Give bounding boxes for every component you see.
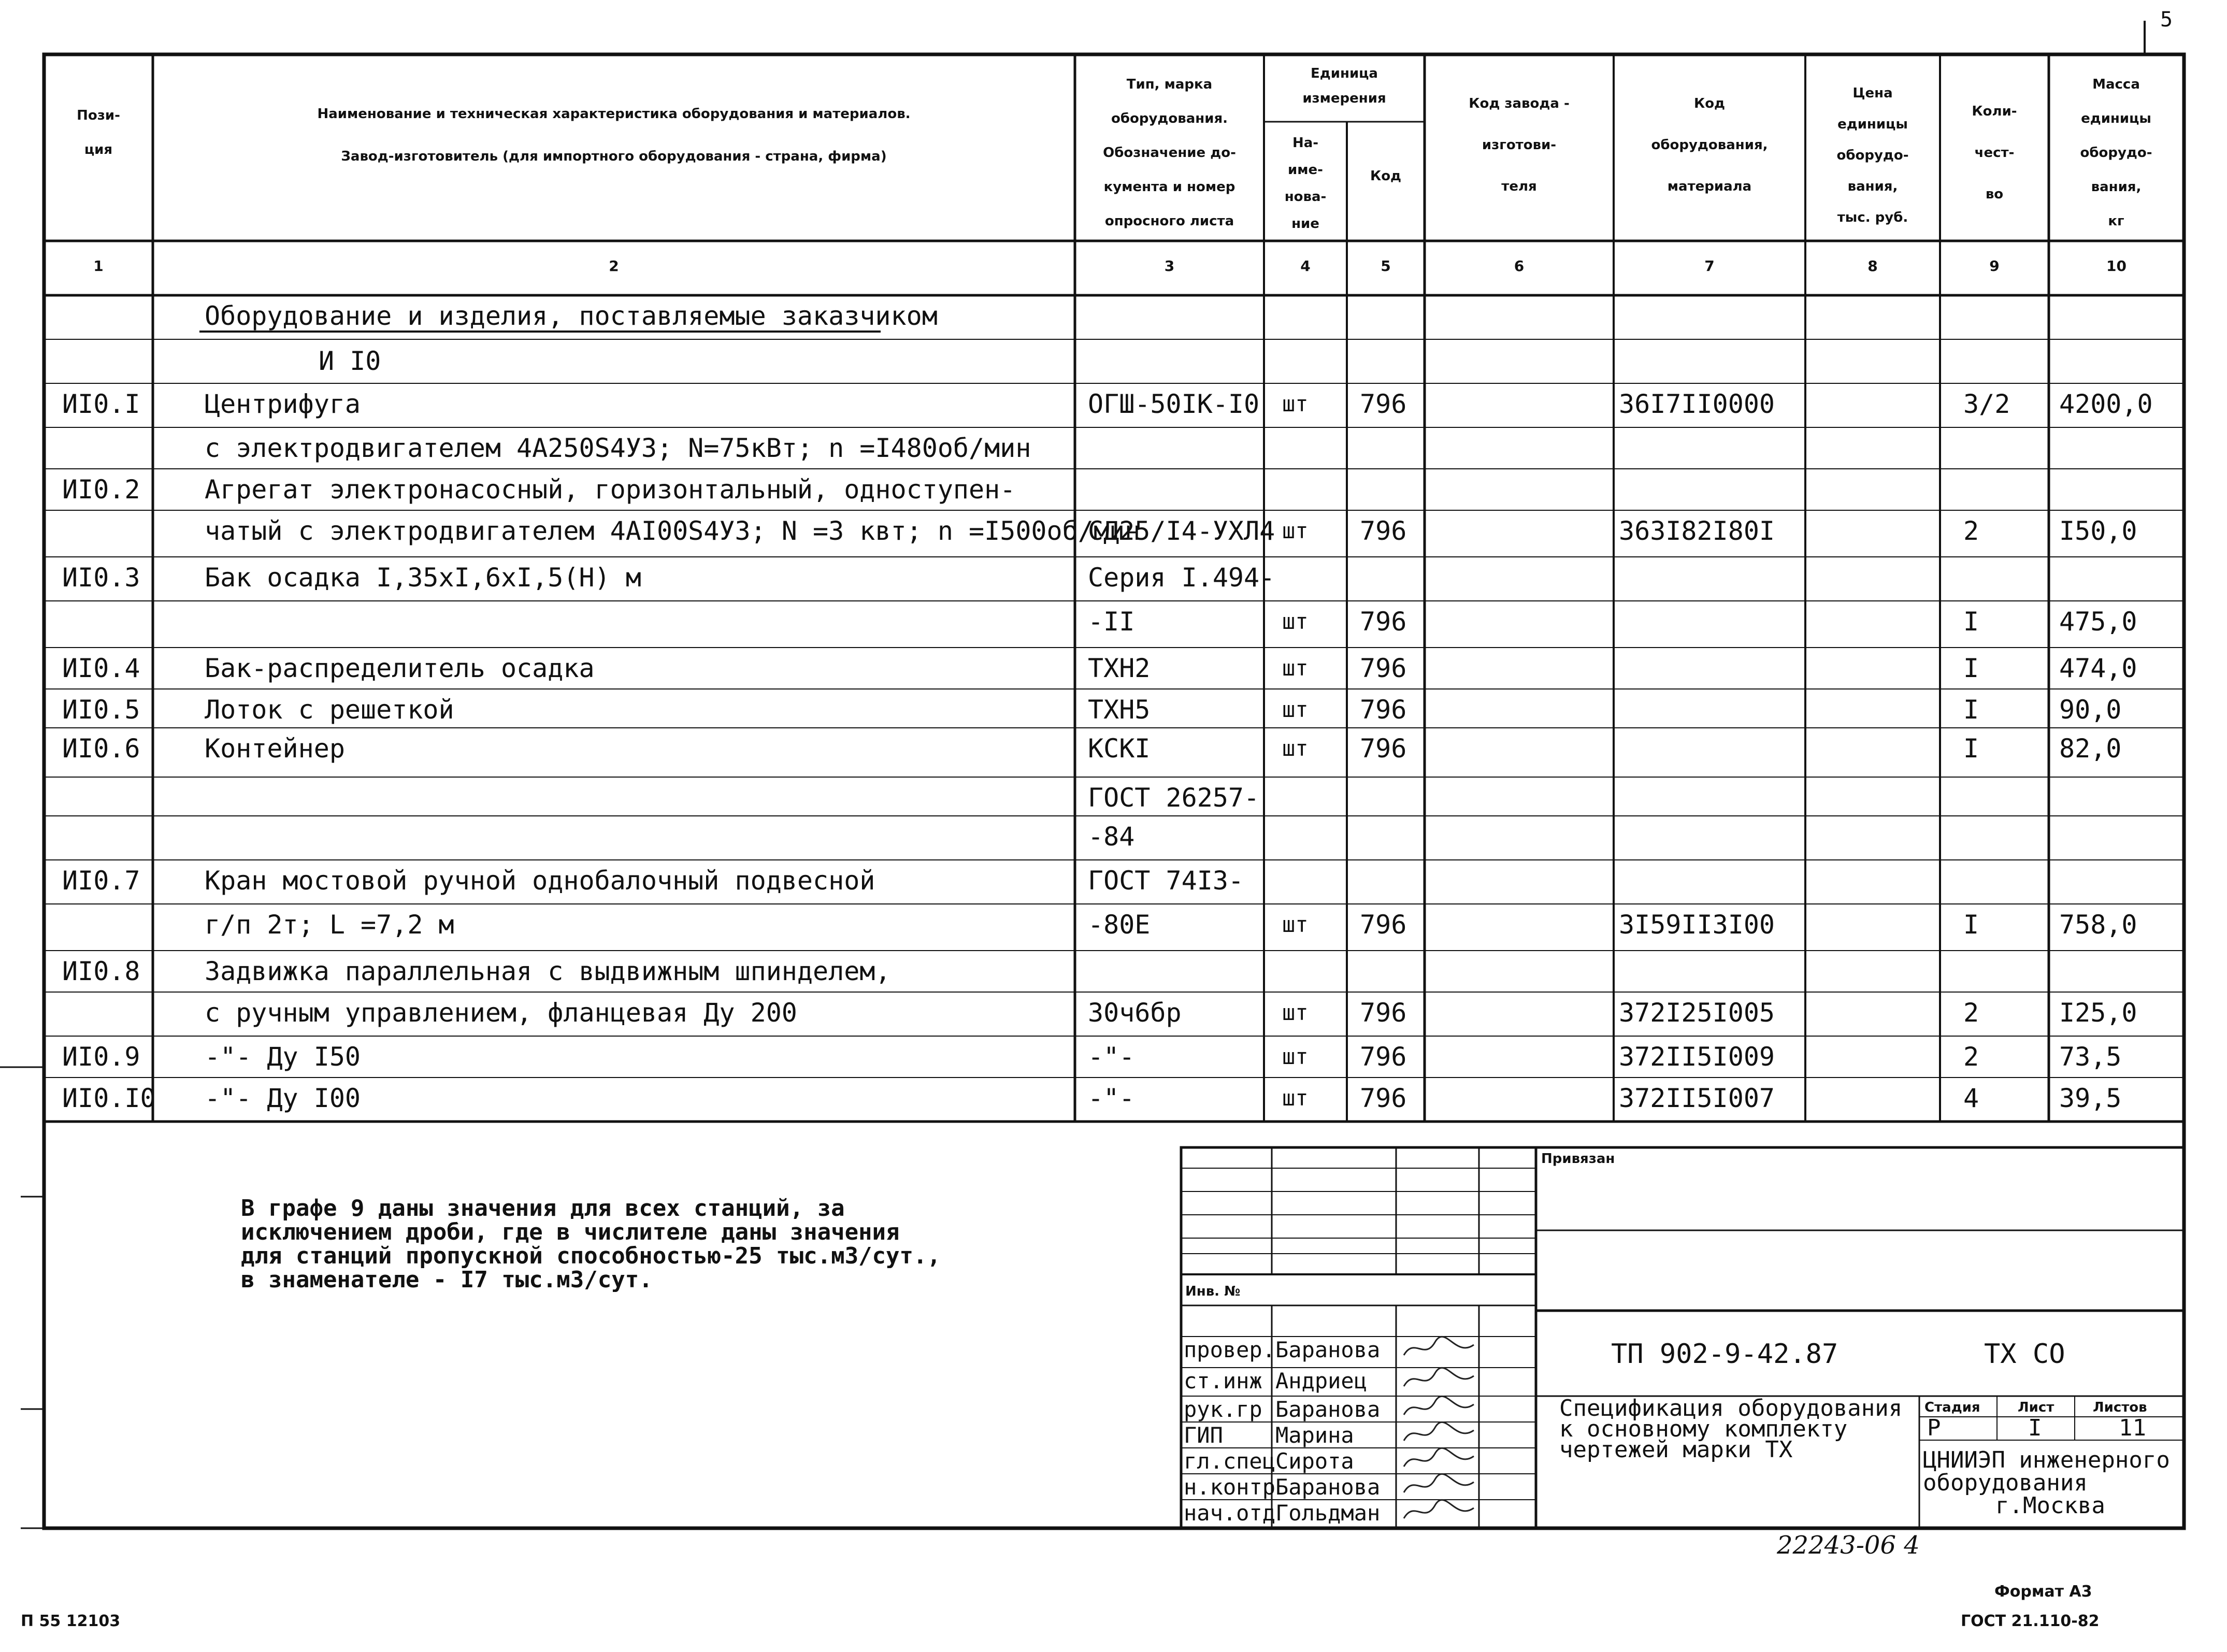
header-col4-line: ние — [1291, 216, 1319, 232]
row-mass: 82,0 — [2059, 734, 2122, 764]
sheet-corner-mark: 5 — [2160, 8, 2173, 32]
signature-scribble — [1401, 1366, 1479, 1398]
row-mat: 363I82I80I — [1619, 516, 1775, 546]
row-type: -"- — [1088, 1083, 1135, 1113]
archive-number: 22243-06 4 — [1777, 1531, 1920, 1560]
col-number: 3 — [1164, 257, 1175, 275]
header-col8-line: оборудо- — [1836, 148, 1909, 163]
col-number: 1 — [93, 257, 104, 275]
header-col3-line: опросного листа — [1104, 213, 1234, 229]
role-label: н.контр — [1184, 1474, 1276, 1500]
signer-name: Сирота — [1275, 1448, 1354, 1474]
doc-number: ТП 902-9-42.87 — [1611, 1339, 1838, 1370]
row-code: 796 — [1360, 1083, 1407, 1113]
sheet-value: I — [2028, 1415, 2042, 1441]
col-number: 2 — [609, 257, 619, 275]
col-number: 6 — [1514, 257, 1525, 275]
header-col10-line: единицы — [2081, 111, 2151, 126]
header-col10-line: вания, — [2091, 179, 2142, 195]
signature-scribble — [1401, 1334, 1479, 1367]
row-type: СД25/I4-УХЛ4 — [1088, 516, 1275, 546]
header-col6-line: теля — [1501, 179, 1537, 194]
signer-name: Баранова — [1275, 1474, 1381, 1500]
row-type: ТХН2 — [1088, 653, 1151, 683]
header-col5: Код — [1370, 168, 1402, 184]
header-col6-line: Код завода - — [1469, 96, 1570, 111]
row-type: Серия I.494- — [1088, 563, 1275, 593]
row-mass: 474,0 — [2059, 653, 2137, 683]
row-qty: I — [1963, 734, 1979, 764]
row-qty: I — [1963, 607, 1979, 637]
row-name: -"- Ду I00 — [205, 1083, 361, 1113]
row-type: -80Е — [1088, 910, 1151, 940]
doc-title-line: Спецификация оборудования — [1559, 1395, 1903, 1421]
note-line: исключением дроби, где в числителе даны значения — [241, 1219, 900, 1245]
row-type: -II — [1088, 607, 1135, 637]
col-number: 8 — [1867, 257, 1878, 275]
role-label: нач.отд — [1184, 1500, 1276, 1526]
row-mat: 3I59II3I00 — [1619, 910, 1775, 940]
row-unit: шт — [1282, 1085, 1309, 1111]
row-unit: шт — [1282, 1044, 1309, 1069]
header-col4 — [1267, 130, 1344, 237]
row-qty: 4 — [1963, 1083, 1979, 1113]
row-mass: 90,0 — [2059, 695, 2122, 725]
note-line: В графе 9 даны значения для всех станций, за — [241, 1195, 845, 1222]
sheets-label: Листов — [2093, 1400, 2147, 1415]
header-col10 — [2051, 67, 2181, 238]
role-label: рук.гр — [1184, 1397, 1262, 1422]
row-name: Центрифуга — [205, 389, 361, 419]
signer-name: Марина — [1275, 1423, 1354, 1448]
row-qty: 2 — [1963, 516, 1979, 546]
row-type: -"- — [1088, 1042, 1135, 1072]
row-type: КСКI — [1088, 734, 1151, 764]
row-pos: ИI0.3 — [62, 563, 140, 593]
signer-name: Андриец — [1275, 1368, 1368, 1394]
gost-label: ГОСТ 21.110-82 — [1961, 1612, 2100, 1630]
format-label: Формат А3 — [1994, 1583, 2092, 1601]
header-col1 — [49, 98, 148, 167]
role-label: ст.инж — [1184, 1368, 1262, 1394]
header-col7-line: оборудования, — [1651, 137, 1768, 153]
row-pos: ИI0.6 — [62, 734, 140, 764]
row-mat: 372I25I005 — [1619, 998, 1775, 1028]
signature-scribble — [1401, 1498, 1479, 1530]
row-code: 796 — [1360, 389, 1407, 419]
organization-line: г.Москва — [1995, 1492, 2105, 1519]
header-col1-line: ция — [84, 142, 113, 157]
header-col3-line: оборудования. — [1111, 111, 1228, 126]
header-unit-line: Единица — [1311, 66, 1378, 81]
inv-number-label: Инв. № — [1185, 1284, 1241, 1299]
header-col9-line: Коли- — [1972, 104, 2017, 119]
row-unit: шт — [1282, 655, 1309, 681]
row-pos: ИI0.7 — [62, 866, 140, 896]
row-unit: шт — [1282, 391, 1309, 416]
row-name: чатый с электродвигателем 4АI00S4У3; N =3 квт; n =I500об/мин — [205, 516, 1141, 546]
note-line: в знаменателе - I7 тыс.м3/сут. — [241, 1267, 653, 1293]
signer-name: Баранова — [1275, 1397, 1381, 1422]
row-qty: I — [1963, 695, 1979, 725]
role-label: гл.спец — [1184, 1448, 1276, 1474]
row-type: ГОСТ 26257- — [1088, 783, 1260, 813]
header-col3 — [1077, 67, 1261, 238]
role-label: провер. — [1184, 1337, 1276, 1362]
row-code: 796 — [1360, 1042, 1407, 1072]
header-col4-line: нова- — [1284, 189, 1327, 205]
col-number: 10 — [2106, 257, 2127, 275]
row-name: с электродвигателем 4А250S4У3; N=75кВт; n =I480об/мин — [205, 433, 1031, 463]
row-code: 796 — [1360, 998, 1407, 1028]
row-mass: 758,0 — [2059, 910, 2137, 940]
doc-title-line: чертежей марки ТХ — [1559, 1436, 1793, 1463]
row-name: -"- Ду I50 — [205, 1042, 361, 1072]
doc-mark: ТХ СО — [1984, 1339, 2065, 1370]
organization — [1923, 1448, 2170, 1518]
signer-name: Баранова — [1275, 1337, 1381, 1362]
row-type: ТХН5 — [1088, 695, 1151, 725]
header-col1-line: Пози- — [77, 108, 120, 123]
header-col4-line: име- — [1288, 162, 1323, 178]
header-col10-line: оборудо- — [2080, 145, 2152, 161]
role-label: ГИП — [1184, 1423, 1223, 1448]
row-qty: I — [1963, 653, 1979, 683]
col-number: 9 — [1989, 257, 2000, 275]
header-col7-line: Код — [1693, 96, 1726, 111]
row-unit: шт — [1282, 912, 1309, 937]
row-mass: I50,0 — [2059, 516, 2137, 546]
row-mass: 475,0 — [2059, 607, 2137, 637]
header-col2-line2: Завод-изготовитель (для импортного оборудования - страна, фирма) — [341, 149, 887, 164]
row-type: ГОСТ 74I3- — [1088, 866, 1244, 896]
header-col7-line: материала — [1667, 179, 1752, 194]
header-col3-line: Тип, марка — [1126, 77, 1213, 92]
row-name: с ручным управлением, фланцевая Ду 200 — [205, 998, 797, 1028]
note-line: для станций пропускной способностью-25 тыс.м3/сут., — [241, 1243, 941, 1269]
row-pos: ИI0.I0 — [62, 1083, 156, 1113]
row-qty: 2 — [1963, 998, 1979, 1028]
sheet-label: Лист — [2018, 1400, 2054, 1415]
header-col7 — [1616, 83, 1803, 207]
stage-value: Р — [1927, 1415, 1941, 1441]
row-mass: 73,5 — [2059, 1042, 2122, 1072]
row-mass: 4200,0 — [2059, 389, 2153, 419]
bottom-left-code: П 55 12103 — [21, 1612, 121, 1630]
signer-name: Гольдман — [1275, 1500, 1381, 1526]
row-unit: шт — [1282, 609, 1309, 634]
header-col8-line: единицы — [1837, 117, 1908, 132]
header-unit-line: измерения — [1302, 91, 1386, 106]
sheets-value: 11 — [2119, 1415, 2146, 1441]
stage-label: Стадия — [1924, 1400, 1980, 1415]
row-name: Контейнер — [205, 734, 345, 764]
col-number: 4 — [1300, 257, 1311, 275]
organization-line: ЦНИИЭП инженерного — [1923, 1447, 2170, 1473]
row-unit: шт — [1282, 736, 1309, 761]
header-col9-line: во — [1985, 186, 2004, 202]
row-qty: I — [1963, 910, 1979, 940]
header-col3-line: кумента и номер — [1103, 179, 1235, 195]
row-qty: 2 — [1963, 1042, 1979, 1072]
col-number: 7 — [1704, 257, 1715, 275]
row-code: 796 — [1360, 910, 1407, 940]
header-col8-line: вания, — [1847, 179, 1898, 194]
doc-title-line: к основному комплекту — [1559, 1416, 1848, 1442]
row-code: 796 — [1360, 607, 1407, 637]
row-mat: 372II5I007 — [1619, 1083, 1775, 1113]
header-col2-line1: Наименование и техническая характеристика оборудования и материалов. — [317, 106, 911, 122]
row-pos: ИI0.2 — [62, 475, 140, 505]
row-mass: 39,5 — [2059, 1083, 2122, 1113]
row-mat: 372II5I009 — [1619, 1042, 1775, 1072]
group-title: И I0 — [319, 346, 381, 376]
header-unit-group — [1267, 61, 1422, 111]
header-col10-line: кг — [2108, 213, 2124, 229]
row-code: 796 — [1360, 653, 1407, 683]
row-pos: ИI0.9 — [62, 1042, 140, 1072]
privyazan-label: Привязан — [1541, 1151, 1615, 1167]
header-col4-line: На- — [1292, 135, 1319, 151]
row-code: 796 — [1360, 695, 1407, 725]
header-col9 — [1943, 91, 2046, 215]
row-type: -84 — [1088, 822, 1135, 852]
row-pos: ИI0.8 — [62, 956, 140, 986]
organization-line: оборудования — [1923, 1470, 2088, 1496]
row-code: 796 — [1360, 516, 1407, 546]
row-name: Лоток с решеткой — [205, 695, 454, 725]
row-type: ОГШ-50IК-I0 — [1088, 389, 1260, 419]
row-code: 796 — [1360, 734, 1407, 764]
section-title: Оборудование и изделия, поставляемые заказчиком — [205, 301, 938, 331]
row-unit: шт — [1282, 697, 1309, 722]
row-mass: I25,0 — [2059, 998, 2137, 1028]
row-unit: шт — [1282, 518, 1309, 543]
row-name: Задвижка параллельная с выдвижным шпинделем, — [205, 956, 891, 986]
row-name: Бак-распределитель осадка — [205, 653, 595, 683]
row-type: 30ч6бр — [1088, 998, 1182, 1028]
header-col10-line: Масса — [2092, 77, 2140, 92]
header-col9-line: чест- — [1974, 145, 2015, 161]
row-pos: ИI0.I — [62, 389, 140, 419]
doc-title — [1559, 1396, 1902, 1462]
header-col8-line: тыс. руб. — [1837, 210, 1908, 225]
header-col8-line: Цена — [1852, 85, 1893, 101]
row-name: Бак осадка I,35хI,6хI,5(Н) м — [205, 563, 641, 593]
header-col3-line: Обозначение до- — [1103, 145, 1236, 161]
note-block — [241, 1197, 941, 1292]
row-qty: 3/2 — [1963, 389, 2010, 419]
col-number: 5 — [1381, 257, 1391, 275]
row-pos: ИI0.5 — [62, 695, 140, 725]
row-name: г/п 2т; L =7,2 м — [205, 910, 454, 940]
row-mat: 36I7II0000 — [1619, 389, 1775, 419]
header-col2 — [155, 106, 1072, 164]
header-col8 — [1808, 78, 1937, 233]
header-col6-line: изготови- — [1482, 137, 1557, 153]
header-col6 — [1427, 83, 1611, 207]
row-unit: шт — [1282, 1000, 1309, 1025]
row-name: Кран мостовой ручной однобалочный подвесной — [205, 866, 875, 896]
row-name: Агрегат электронасосный, горизонтальный, одноступен- — [205, 475, 1016, 505]
row-pos: ИI0.4 — [62, 653, 140, 683]
